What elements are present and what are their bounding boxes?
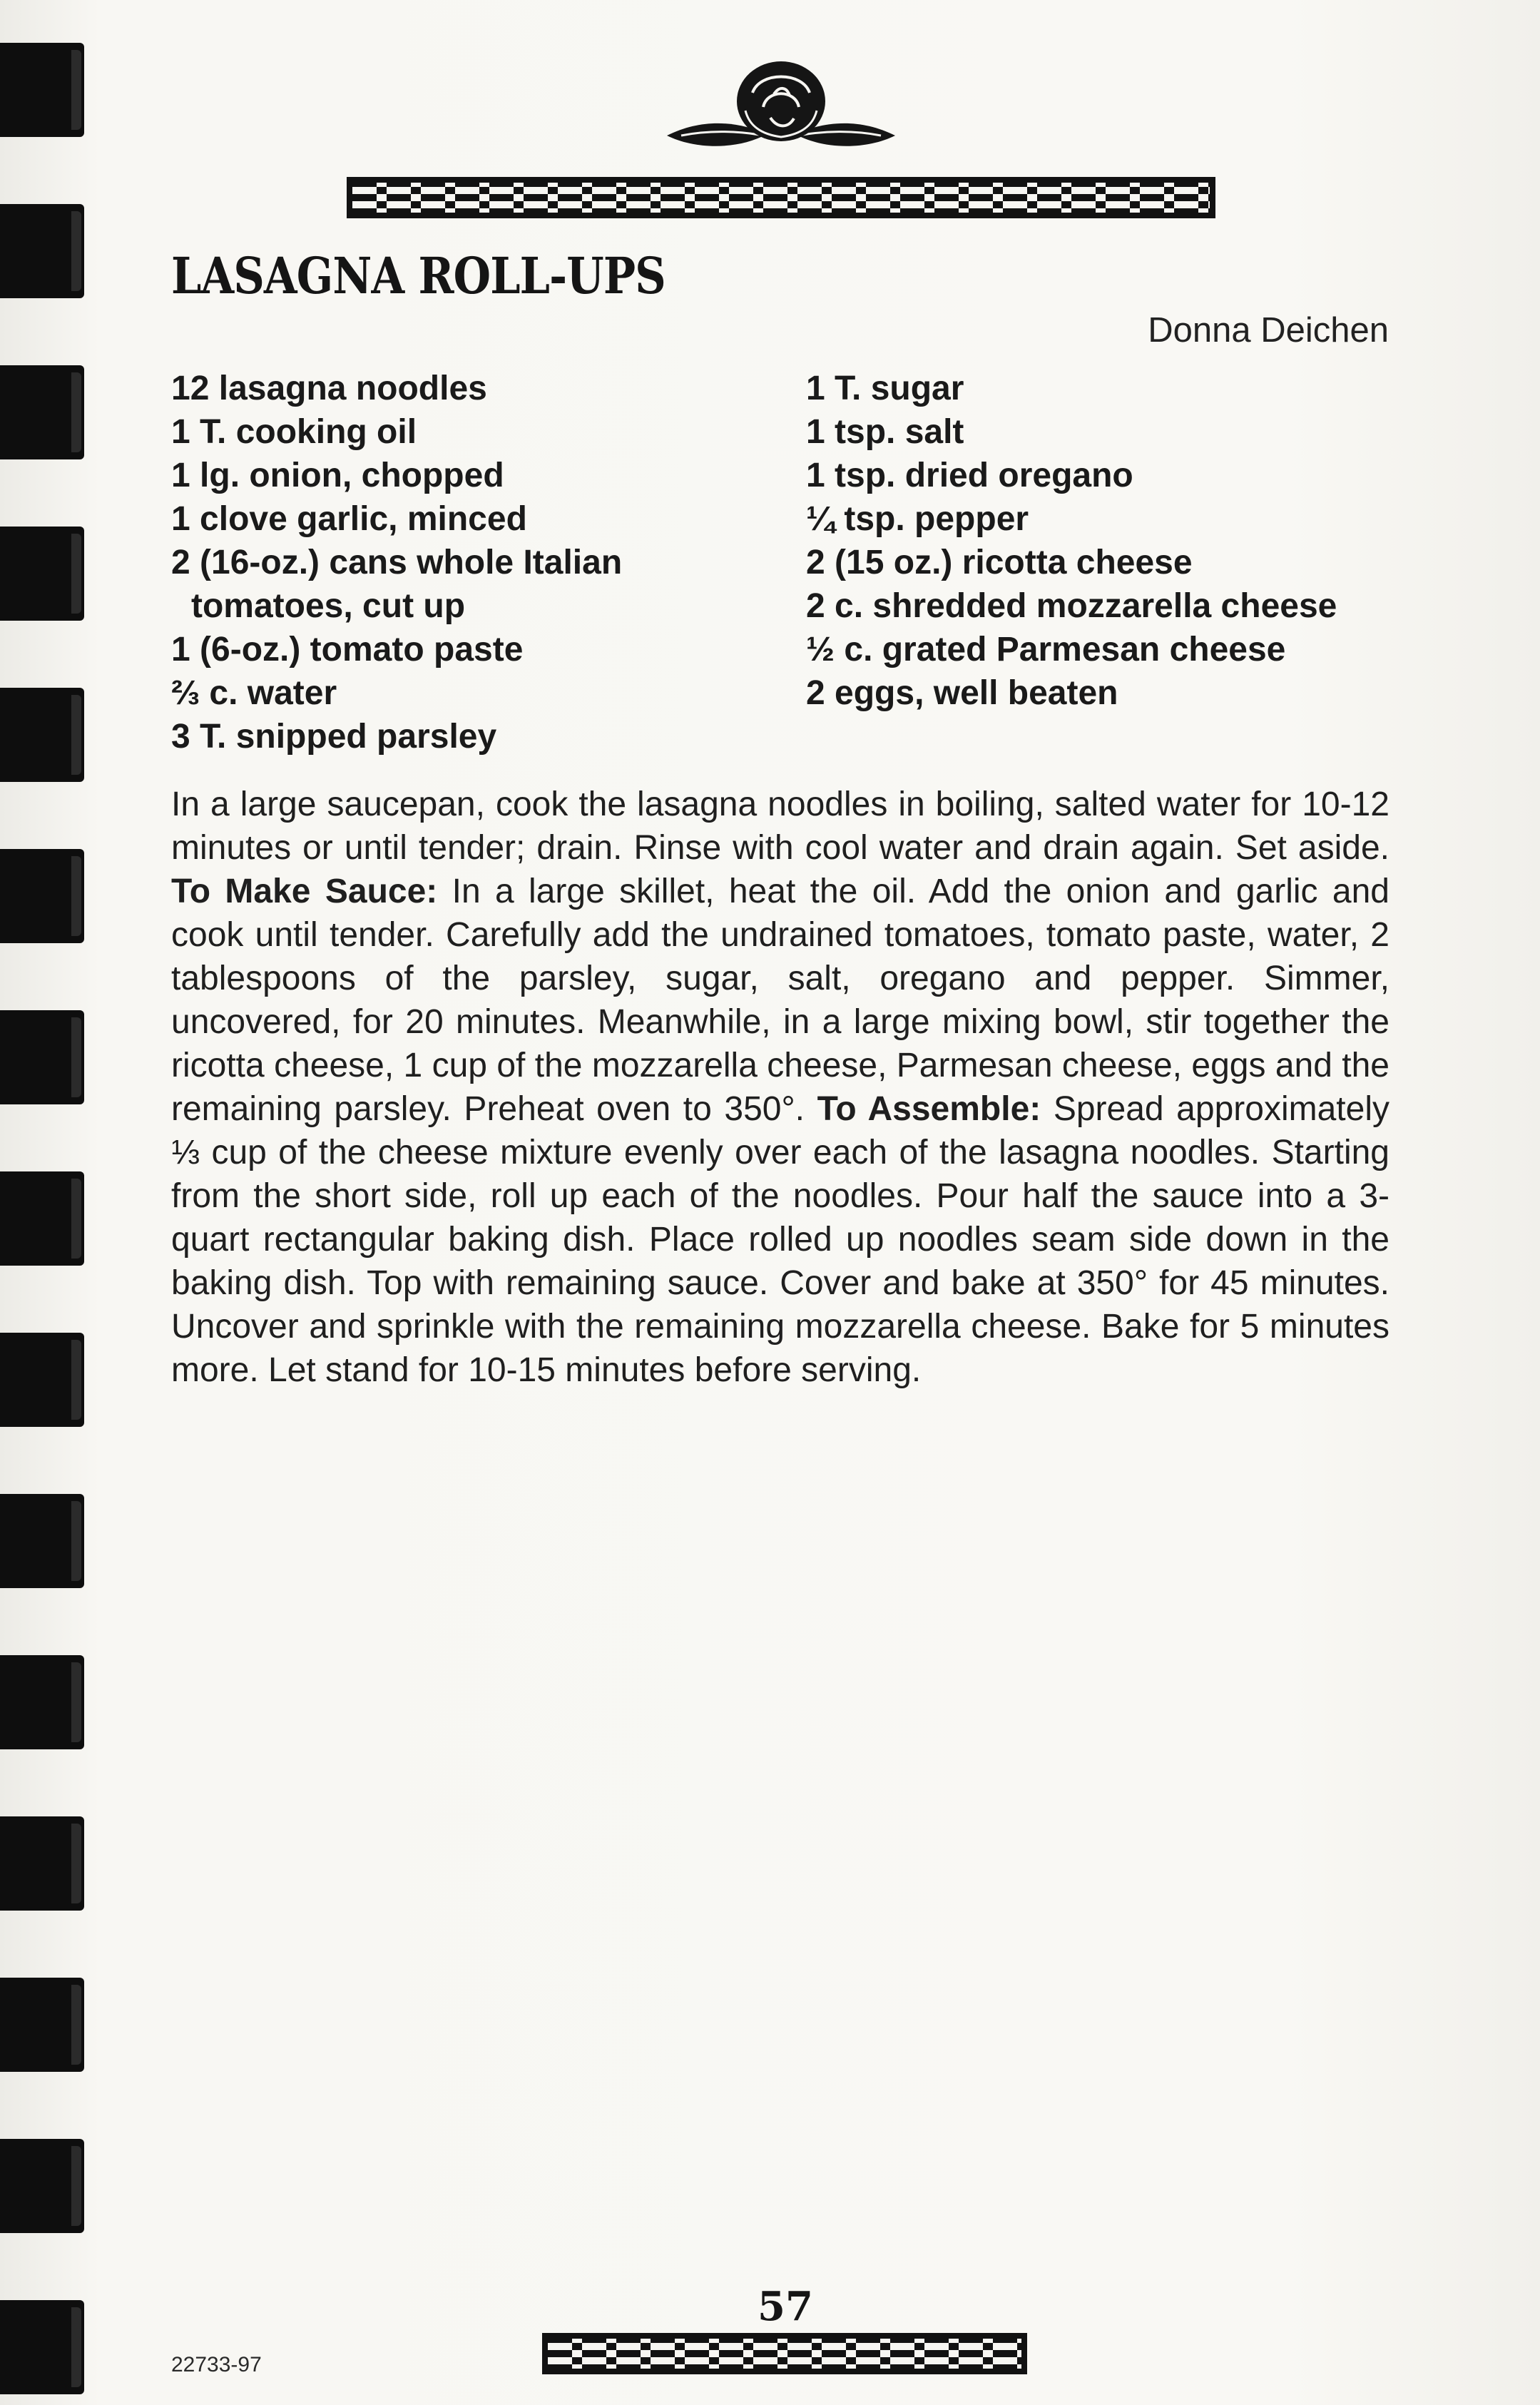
ingredient-item: 2 eggs, well beaten	[806, 674, 1118, 712]
ingredient-item: 1 clove garlic, minced	[171, 500, 527, 538]
ingredient-item: ⅔ c. water	[171, 674, 337, 712]
binding-ring	[0, 849, 84, 943]
binding-ring	[0, 2300, 84, 2394]
instructions-text: In a large saucepan, cook the lasagna noodles in boiling, salted water for 10-12 minutes or until tender; drain. Rinse with cool water and drain again. Set aside.	[171, 785, 1389, 867]
rose-icon	[660, 50, 902, 164]
binding-ring	[0, 688, 84, 782]
binding-ring	[0, 1978, 84, 2072]
page-number: 57	[758, 2283, 813, 2330]
spiral-binding	[0, 0, 100, 2405]
checkered-divider-top	[347, 177, 1215, 218]
binding-ring	[0, 1010, 84, 1104]
ingredient-item: 2 (15 oz.) ricotta cheese	[806, 544, 1193, 581]
binding-ring	[0, 1655, 84, 1749]
ingredient-item: 12 lasagna noodles	[171, 370, 487, 407]
ingredient-item: 3 T. snipped parsley	[171, 718, 497, 756]
binding-ring	[0, 527, 84, 621]
recipe-instructions	[171, 783, 1389, 1392]
binding-ring	[0, 1171, 84, 1266]
sauce-heading: To Make Sauce:	[171, 873, 438, 910]
recipe-author: Donna Deichen	[1148, 311, 1389, 350]
assemble-heading: To Assemble:	[817, 1090, 1041, 1128]
ingredient-item: 1 (6-oz.) tomato paste	[171, 631, 524, 668]
print-code: 22733-97	[171, 2353, 262, 2376]
ingredient-item: 1 lg. onion, chopped	[171, 457, 504, 494]
ingredients-right-column	[806, 367, 1412, 715]
ingredient-item: ½ c. grated Parmesan cheese	[806, 631, 1286, 668]
ingredient-item: 1 tsp. salt	[806, 413, 964, 451]
ingredient-item: 2 (16-oz.) cans whole Italian	[171, 544, 623, 581]
instructions-text: In a large skillet, heat the oil. Add the onion and garlic and cook until tender. Carefully add the undrained tomatoes, tomato paste, water, 2 tablespoons of the parsley, sugar, salt, oregano and pepper. Simmer, uncovered, for 20 minutes. Meanwhile, in a large mixing bowl, stir together the ricotta cheese, 1 cup of the mozzarella cheese, Parmesan cheese, eggs and the remaining parsley. Preheat oven to 350°.	[171, 873, 1389, 1128]
ingredient-item: 2 c. shredded mozzarella cheese	[806, 587, 1337, 625]
ingredient-item: 1 tsp. dried oregano	[806, 457, 1133, 494]
checkered-divider-bottom	[542, 2333, 1027, 2374]
instructions-text: Spread approximately ⅓ cup of the cheese mixture evenly over each of the lasagna noodles. Starting from the short side, roll up each of the noodles. Pour half the sauce into a 3-quart rectangular baking dish. Place rolled up noodles seam side down in the baking dish. Top with remaining sauce. Cover and bake at 350° for 45 minutes. Uncover and sprinkle with the remaining mozzarella cheese. Bake for 5 minutes more. Let stand for 10-15 minutes before serving.	[171, 1090, 1389, 1389]
binding-ring	[0, 2139, 84, 2233]
recipe-title: LASAGNA ROLL-UPS	[171, 246, 666, 305]
binding-ring	[0, 1816, 84, 1911]
ingredient-item: ¼ tsp. pepper	[806, 500, 1029, 538]
binding-ring	[0, 204, 84, 298]
ingredient-item: tomatoes, cut up	[191, 587, 466, 625]
ingredients-left-column	[171, 367, 799, 758]
ingredient-item: 1 T. sugar	[806, 370, 964, 407]
binding-ring	[0, 1494, 84, 1588]
binding-ring	[0, 365, 84, 459]
binding-ring	[0, 1333, 84, 1427]
ingredient-item: 1 T. cooking oil	[171, 413, 417, 451]
binding-ring	[0, 43, 84, 137]
